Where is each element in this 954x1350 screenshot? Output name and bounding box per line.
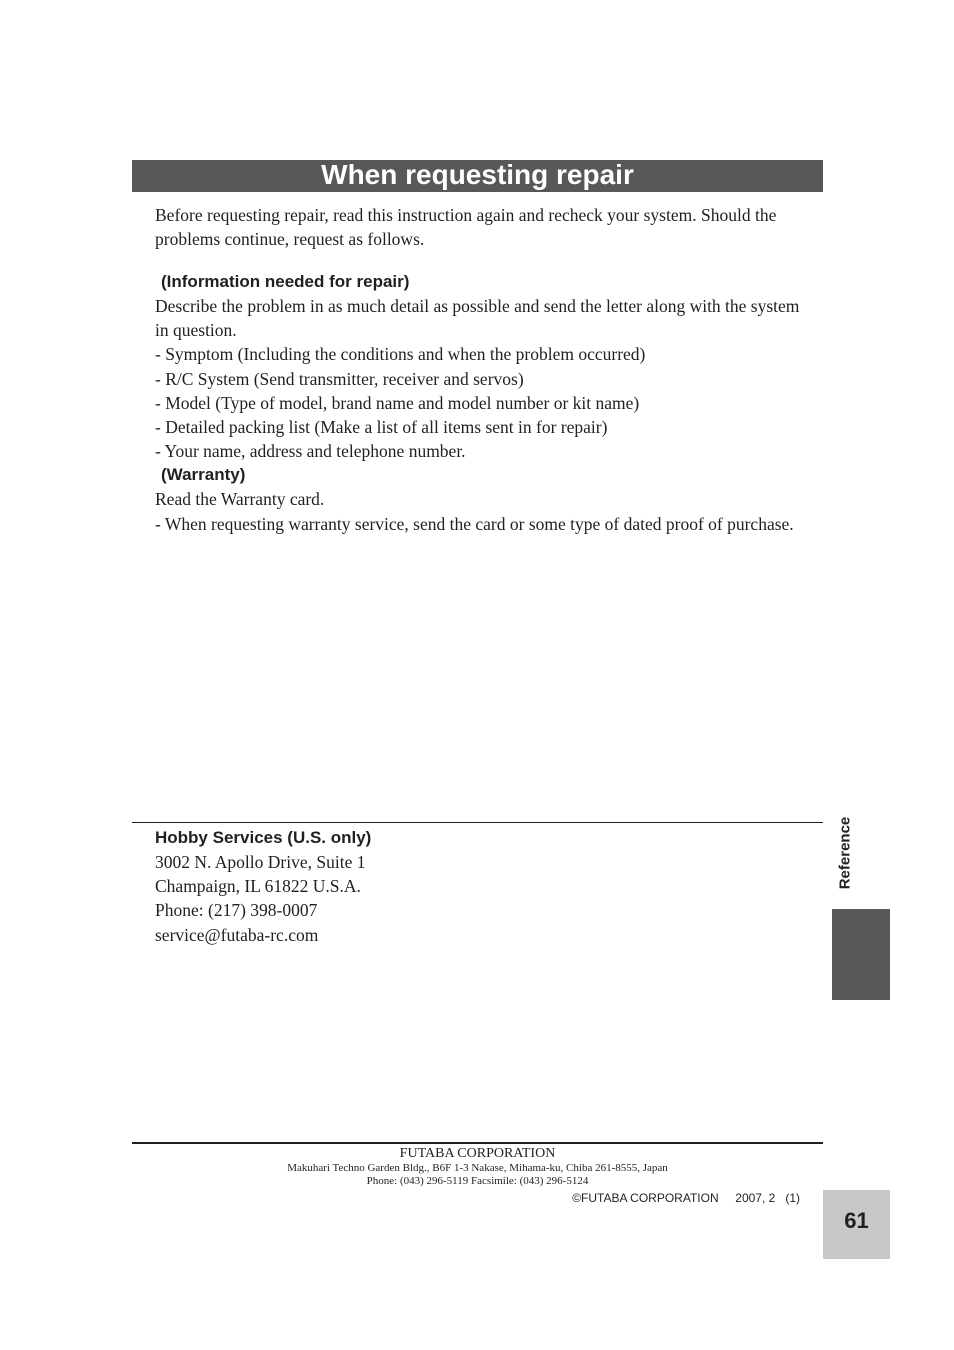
intro-paragraph: [155, 203, 805, 251]
warranty-line: - When requesting warranty service, send the card or some type of dated proof of purchase.: [155, 513, 794, 534]
hobby-services-block: [155, 826, 655, 947]
list-item: - R/C System (Send transmitter, receiver and servos): [155, 368, 524, 389]
hobby-services-heading: Hobby Services (U.S. only): [155, 828, 372, 847]
hobby-services-city: Champaign, IL 61822 U.S.A.: [155, 876, 361, 897]
warranty-line: Read the Warranty card.: [155, 489, 325, 510]
page-title: When requesting repair: [321, 159, 634, 190]
hobby-services-email: service@futaba-rc.com: [155, 924, 319, 945]
list-item: - Your name, address and telephone number.: [155, 441, 466, 462]
hobby-services-address: 3002 N. Apollo Drive, Suite 1: [155, 852, 366, 872]
list-item: - Model (Type of model, brand name and model number or kit name): [155, 392, 640, 413]
footer-address: Makuhari Techno Garden Bldg., B6F 1-3 Nakase, Mihama-ku, Chiba 261-8555, Japan: [287, 1162, 668, 1174]
section-title-bar: [132, 160, 823, 192]
list-item: - Detailed packing list (Make a list of all items sent in for repair): [155, 417, 608, 438]
side-tab-block: [832, 909, 890, 1000]
info-description: Describe the problem in as much detail as possible and send the letter along with the system in question.: [155, 296, 800, 341]
footer-company: FUTABA CORPORATION: [399, 1146, 556, 1161]
hobby-services-phone: Phone: (217) 398-0007: [155, 900, 318, 921]
info-heading: (Information needed for repair): [161, 272, 410, 291]
warranty-heading: (Warranty): [161, 465, 246, 485]
copyright-line: ©FUTABA CORPORATION 2007, 2 (1): [572, 1191, 800, 1205]
list-item: - Symptom (Including the conditions and when the problem occurred): [155, 344, 646, 365]
service-divider: [132, 822, 823, 823]
footer-phone-fax: Phone: (043) 296-5119 Facsimile: (043) 296-5124: [366, 1175, 589, 1187]
info-section: [155, 270, 805, 536]
footer: [132, 1146, 823, 1188]
page-number-box: [823, 1190, 890, 1259]
footer-divider: [132, 1142, 823, 1144]
page-number: 61: [844, 1208, 869, 1233]
side-tab-label: [832, 800, 858, 905]
side-tab-text: Reference: [836, 816, 854, 889]
intro-text: Before requesting repair, read this instruction again and recheck your system. Should the problems continue, request as follows.: [155, 205, 777, 250]
